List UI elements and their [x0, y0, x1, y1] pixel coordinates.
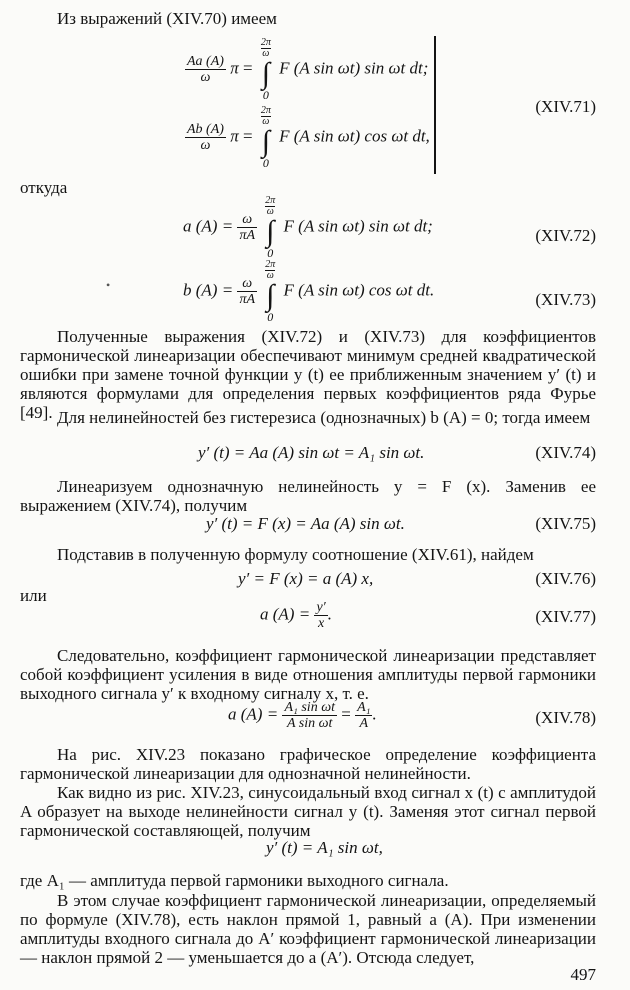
integral-sign: ∫: [261, 125, 270, 158]
eq73-integrand: F (A sin ωt) cos ωt dt.: [283, 280, 435, 300]
page-number: 497: [570, 965, 596, 984]
eq71-upper-limit-num: 2π: [260, 37, 271, 48]
equation-xiv-71-line-2: [185, 106, 430, 169]
paragraph-9: В этом случае коэффициент гармонической линеаризации, определяемый по формуле (XIV.78), есть наклон прямой 1, равный a (A). При изменении амплитуды входного сигнала до A′ коэффициент гармонической линеаризации — наклон прямой 2 — уменьшается до a (A′). Отсюда следует,: [20, 891, 596, 967]
equation-number-xiv-78: (XIV.78): [535, 708, 596, 727]
integral-sign: ∫: [261, 57, 270, 90]
eq71-a-numerator: Aa (A): [187, 54, 224, 69]
paragraph-6: На рис. XIV.23 показано графическое определение коэффициента гармонической линеаризации для однозначной нелинейности.: [20, 745, 596, 783]
eq78-denominator-1: A sin ωt: [286, 716, 333, 731]
eq78-numerator-1: A₁ sin ωt: [284, 700, 335, 715]
eq71-upper-limit-den: ω: [262, 48, 270, 59]
eq73-lhs: b (A) =: [183, 280, 234, 300]
eq77-end: .: [327, 604, 332, 624]
equation-number-xiv-75: (XIV.75): [535, 514, 596, 533]
paragraph-8: где A₁ — амплитуда первой гармоники выходного сигнала.: [20, 871, 449, 890]
equation-xiv-71-line-1: [185, 38, 428, 101]
paragraph-5: Следовательно, коэффициент гармонической линеаризации представляет собой коэффициент усиления в виде отношения амплитуды первой гармоники выходного сигнала y′ к входному сигналу x, т. е.: [20, 646, 596, 703]
eq72-lhs: a (A) =: [183, 216, 234, 236]
equation-xiv-72: [183, 196, 433, 259]
eq72-denominator: πA: [239, 228, 256, 243]
equation-number-xiv-74: (XIV.74): [535, 443, 596, 462]
eq72-lower-limit: 0: [267, 246, 274, 260]
system-brace: [430, 36, 436, 174]
equation-xiv-77: [260, 600, 332, 631]
eq71-equals: =: [242, 58, 253, 78]
eq78-lhs: a (A) =: [228, 704, 279, 724]
eq77-denominator: x: [317, 616, 325, 631]
eq71-upper-limit-den-2: ω: [262, 116, 270, 127]
integral-sign: ∫: [266, 215, 275, 248]
eq78-end: .: [372, 704, 377, 724]
equation-xiv-78: [228, 700, 377, 731]
eq78-denominator-2: A: [359, 716, 369, 731]
paragraph-3: Линеаризуем однозначную нелинейность y = F (x). Заменив ее выражением (XIV.74), получим: [20, 477, 596, 515]
eq77-numerator: y′: [316, 600, 326, 615]
eq73-upper-limit-num: 2π: [265, 259, 276, 270]
eq73-upper-limit-den: ω: [266, 270, 274, 281]
eq71-denominator-2: ω: [200, 138, 211, 153]
paragraph-1: Полученные выражения (XIV.72) и (XIV.73) для коэффициентов гармонической линеаризации обеспечивают минимум средней квадратической ошибки при замене точной функции y (t) ее приближенным значением y′ (t) и являются формулами для определения первых коэффициентов ряда Фурье [49].: [20, 327, 596, 422]
eq77-lhs: a (A) =: [260, 604, 311, 624]
stray-mark: •: [106, 278, 111, 292]
intro-paragraph: Из выражений (XIV.70) имеем: [57, 9, 277, 28]
otkuda-text: откуда: [20, 178, 68, 197]
eq72-numerator: ω: [237, 212, 257, 228]
eq72-integrand: F (A sin ωt) sin ωt dt;: [283, 216, 433, 236]
eq72-upper-limit-den: ω: [266, 206, 274, 217]
equation-xiv-75: y′ (t) = F (x) = Aa (A) sin ωt.: [206, 514, 405, 533]
eq71-denominator: ω: [200, 70, 211, 85]
paragraph-7: Как видно из рис. XIV.23, синусоидальный вход сигнал x (t) с амплитудой A образует на выходе нелинейности сигнал y (t). Заменяя этот сигнал первой гармонической составляющей, получим: [20, 783, 596, 840]
eq71-pi-2: π: [230, 126, 239, 146]
equation-number-xiv-72: (XIV.72): [535, 226, 596, 245]
equation-xiv-76: y′ = F (x) = a (A) x,: [238, 569, 374, 588]
ili-text: или: [20, 586, 47, 605]
equation-number-xiv-71: (XIV.71): [535, 97, 596, 116]
eq71-integrand-a: F (A sin ωt) sin ωt dt;: [279, 58, 429, 78]
eq71-upper-limit-num-2: 2π: [260, 105, 271, 116]
eq71-integrand-b: F (A sin ωt) cos ωt dt,: [279, 126, 430, 146]
integral-sign: ∫: [266, 279, 275, 312]
eq78-numerator-2: A₁: [357, 700, 371, 715]
equation-number-xiv-77: (XIV.77): [535, 607, 596, 626]
equation-number-xiv-76: (XIV.76): [535, 569, 596, 588]
eq78-equals: =: [341, 704, 351, 724]
eq71-lower-limit: 0: [262, 88, 269, 102]
eq71-b-numerator: Ab (A): [187, 122, 224, 137]
eq72-upper-limit-num: 2π: [265, 195, 276, 206]
equation-xiv-73: [183, 260, 434, 323]
eq71-pi: π: [230, 58, 239, 78]
paragraph-4: Подставив в полученную формулу соотношение (XIV.61), найдем: [57, 545, 534, 564]
eq73-numerator: ω: [237, 276, 257, 292]
equation-xiv-74: y′ (t) = Aa (A) sin ωt = A₁ sin ωt.: [198, 443, 425, 462]
eq73-lower-limit: 0: [267, 310, 274, 324]
eq73-denominator: πA: [239, 292, 256, 307]
equation-number-xiv-73: (XIV.73): [535, 290, 596, 309]
eq71-lower-limit-2: 0: [262, 156, 269, 170]
paragraph-2: Для нелинейностей без гистерезиса (однозначных) b (A) = 0; тогда имеем: [57, 408, 591, 427]
equation-first-harmonic: y′ (t) = A₁ sin ωt,: [266, 838, 383, 857]
eq71-equals-2: =: [242, 126, 253, 146]
page: [20, 0, 596, 990]
